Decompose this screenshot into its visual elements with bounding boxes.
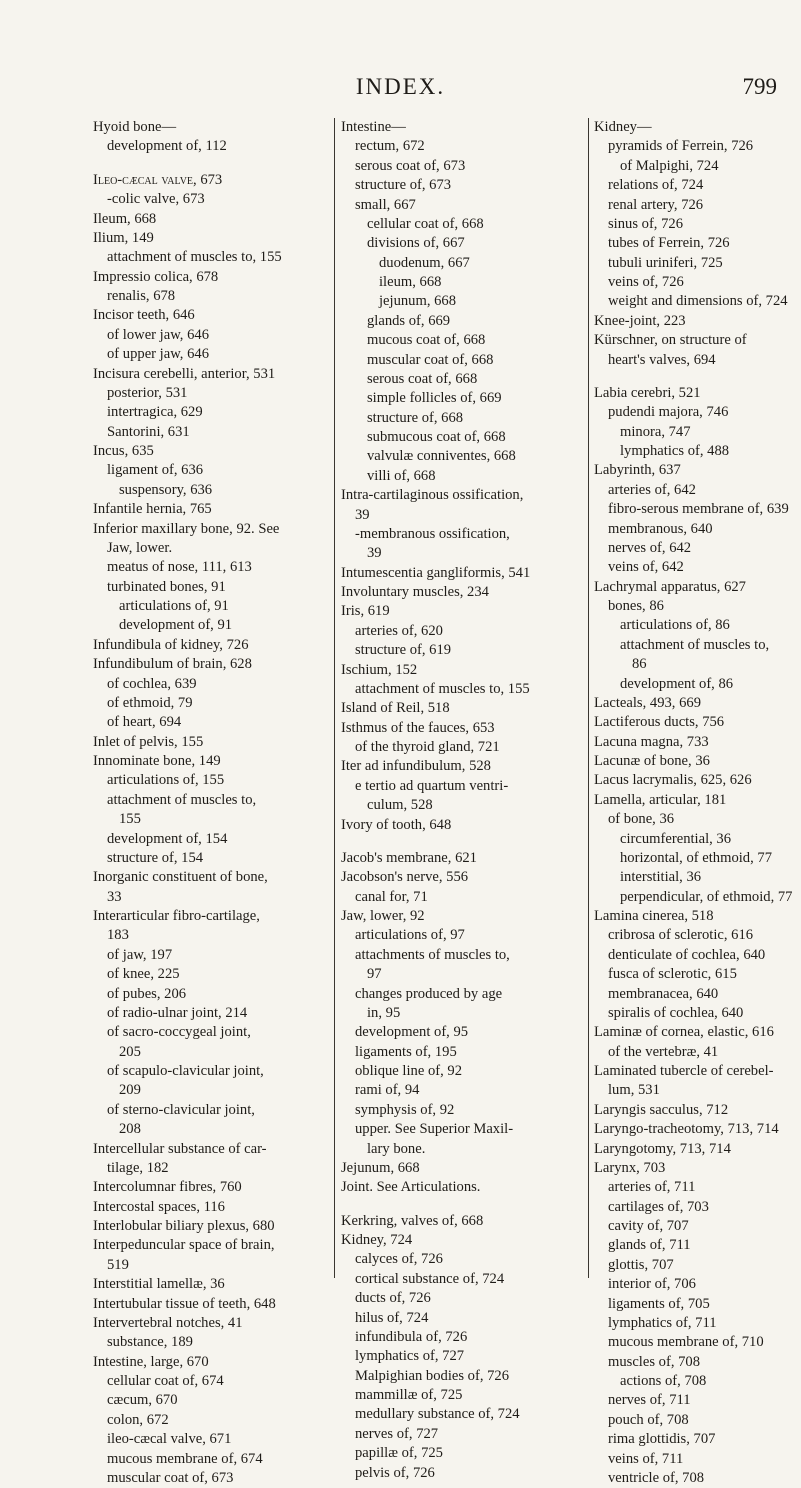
- index-subentry: of scapulo-clavicular joint,: [107, 1063, 264, 1079]
- index-subentry: pouch of, 708: [608, 1411, 689, 1428]
- index-subentry: 33: [107, 888, 122, 905]
- index-entry: Incus, 635: [93, 443, 154, 459]
- index-subentry: perpendicular, of ethmoid, 77: [620, 888, 793, 905]
- index-subentry: ligaments of, 705: [608, 1295, 710, 1312]
- index-subentry: lymphatics of, 727: [355, 1348, 465, 1365]
- index-subentry: papillæ of, 725: [355, 1445, 443, 1462]
- index-subentry: nerves of, 711: [608, 1392, 691, 1409]
- index-entry: Intumescentia gangliformis, 541: [341, 564, 531, 581]
- index-subentry: pudendi majora, 746: [608, 404, 729, 421]
- index-subentry: Santorini, 631: [107, 423, 190, 440]
- index-entry: Ivory of tooth, 648: [341, 816, 452, 833]
- index-entry: Iter ad infundibulum, 528: [341, 758, 491, 775]
- index-subentry: Malpighian bodies of, 726: [355, 1367, 510, 1384]
- index-subentry: 86: [632, 656, 647, 673]
- index-subentry: intertragica, 629: [107, 404, 203, 421]
- index-entry: Innominate bone, 149: [93, 753, 221, 769]
- index-subentry: development of, 86: [620, 675, 734, 692]
- index-entry: Jaw, lower, 92: [341, 908, 425, 924]
- index-entry: Kidney—: [594, 119, 652, 135]
- index-subentry: of the vertebræ, 41: [608, 1043, 719, 1060]
- index-subentry: horizontal, of ethmoid, 77: [620, 849, 772, 866]
- page-title: INDEX.: [355, 74, 446, 99]
- index-subentry: muscular coat of, 668: [367, 351, 494, 368]
- index-subentry: of bone, 36: [608, 811, 675, 828]
- index-entry: Laryngotomy, 713, 714: [594, 1140, 731, 1157]
- index-subentry: pelvis of, 726: [355, 1464, 435, 1481]
- index-subentry: hilus of, 724: [355, 1309, 429, 1326]
- index-entry: Kerkring, valves of, 668: [341, 1212, 484, 1229]
- index-subentry: veins of, 642: [608, 559, 684, 576]
- index-subentry: glottis, 707: [608, 1256, 674, 1273]
- index-entry: Jejunum, 668: [341, 1159, 420, 1176]
- index-entry: Intra-cartilaginous ossification,: [341, 487, 524, 504]
- index-subentry: canal for, 71: [355, 888, 428, 905]
- index-subentry: cæcum, 670: [107, 1392, 178, 1409]
- index-subentry: lum, 531: [608, 1082, 660, 1099]
- index-subentry: renalis, 678: [107, 288, 176, 304]
- index-entry: Lamella, articular, 181: [594, 791, 727, 808]
- index-subentry: of pubes, 206: [107, 985, 187, 1002]
- index-subentry: valvulæ conniventes, 668: [367, 448, 516, 465]
- index-subentry: 39: [367, 545, 382, 562]
- index-subentry: mammillæ of, 725: [355, 1387, 463, 1403]
- index-subentry: 205: [119, 1043, 141, 1060]
- index-subentry: tilage, 182: [107, 1159, 169, 1176]
- index-entry: Jacob's membrane, 621: [341, 849, 477, 866]
- page-header: [0, 74, 801, 106]
- index-subentry: glands of, 669: [367, 312, 451, 329]
- index-subentry: relations of, 724: [608, 177, 704, 194]
- index-subentry: rami of, 94: [355, 1082, 420, 1099]
- index-subentry: posterior, 531: [107, 384, 188, 401]
- index-subentry: -colic valve, 673: [107, 191, 205, 208]
- index-entry: Intercostal spaces, 116: [93, 1198, 225, 1215]
- index-entry: Lacteals, 493, 669: [594, 694, 701, 711]
- index-subentry: of cochlea, 639: [107, 675, 197, 692]
- index-subentry: fibro-serous membrane of, 639: [608, 501, 789, 518]
- index-entry: Labia cerebri, 521: [594, 384, 701, 401]
- index-subentry: of radio-ulnar joint, 214: [107, 1004, 248, 1021]
- index-subentry: muscles of, 708: [608, 1353, 701, 1370]
- index-entry: Isthmus of the fauces, 653: [341, 719, 495, 736]
- index-subentry: colon, 672: [107, 1411, 169, 1428]
- index-column-3: [594, 118, 793, 1488]
- index-entry: Intercellular substance of car-: [93, 1140, 267, 1157]
- index-entry: Ileo-cæcal valve, 673: [93, 171, 223, 188]
- index-subentry: structure of, 619: [355, 642, 452, 659]
- index-subentry: 208: [119, 1121, 141, 1138]
- index-entry: Joint. See Articulations.: [341, 1179, 481, 1196]
- index-subentry: medullary substance of, 724: [355, 1406, 520, 1423]
- index-subentry: e tertio ad quartum ventri-: [355, 777, 509, 794]
- index-entry: Knee-joint, 223: [594, 312, 686, 329]
- index-entry: Laminated tubercle of cerebel-: [594, 1063, 774, 1079]
- index-subentry: -membranous ossification,: [355, 525, 510, 542]
- index-subentry: ileum, 668: [379, 274, 442, 290]
- index-subentry: denticulate of cochlea, 640: [608, 946, 766, 963]
- index-subentry: articulations of, 91: [119, 598, 229, 614]
- index-subentry: of lower jaw, 646: [107, 326, 209, 343]
- index-entry: Incisor teeth, 646: [93, 307, 195, 324]
- index-subentry: changes produced by age: [355, 985, 503, 1002]
- index-subentry: jejunum, 668: [379, 293, 457, 310]
- index-entry: Involuntary muscles, 234: [341, 584, 489, 600]
- index-subentry: ligament of, 636: [107, 462, 204, 479]
- index-subentry: 155: [119, 811, 141, 828]
- index-subentry: 519: [107, 1256, 129, 1273]
- index-subentry: interstitial, 36: [620, 869, 702, 886]
- index-entry: Lacus lacrymalis, 625, 626: [594, 772, 752, 789]
- column-divider: [588, 118, 589, 1278]
- index-subentry: attachment of muscles to, 155: [355, 680, 530, 697]
- index-subentry: turbinated bones, 91: [107, 578, 226, 595]
- index-subentry: of heart, 694: [107, 714, 182, 731]
- index-subentry: 39: [355, 506, 370, 523]
- index-subentry: of jaw, 197: [107, 946, 173, 963]
- index-subentry: mucous membrane of, 674: [107, 1450, 263, 1467]
- index-subentry: mucous membrane of, 710: [608, 1334, 764, 1351]
- index-subentry: bones, 86: [608, 598, 664, 614]
- index-subentry: duodenum, 667: [379, 254, 470, 271]
- index-subentry: structure of, 668: [367, 409, 464, 426]
- index-subentry: minora, 747: [620, 423, 691, 440]
- index-subentry: attachment of muscles to,: [620, 636, 770, 653]
- index-subentry: 183: [107, 927, 129, 944]
- index-subentry: villi of, 668: [367, 467, 436, 484]
- index-subentry: attachment of muscles to, 155: [107, 249, 282, 266]
- index-subentry: substance, 189: [107, 1334, 193, 1351]
- index-entry: Hyoid bone—: [93, 119, 177, 135]
- index-entry: Intercolumnar fibres, 760: [93, 1179, 242, 1196]
- index-entry: Kidney, 724: [341, 1232, 413, 1248]
- index-subentry: development of, 95: [355, 1024, 469, 1041]
- index-subentry: cribrosa of sclerotic, 616: [608, 927, 754, 944]
- index-entry: Lacunæ of bone, 36: [594, 753, 710, 769]
- index-subentry: ligaments of, 195: [355, 1043, 457, 1060]
- index-subentry: of the thyroid gland, 721: [355, 739, 500, 755]
- index-subentry: development of, 91: [119, 617, 233, 634]
- index-subentry: of upper jaw, 646: [107, 346, 209, 363]
- index-entry: Ischium, 152: [341, 661, 418, 678]
- index-subentry: arteries of, 620: [355, 622, 443, 639]
- index-subentry: articulations of, 155: [107, 772, 225, 789]
- index-entry: Interstitial lamellæ, 36: [93, 1276, 225, 1293]
- index-subentry: articulations of, 97: [355, 927, 465, 944]
- index-subentry: cellular coat of, 668: [367, 215, 484, 232]
- index-entry: Intertubular tissue of teeth, 648: [93, 1295, 276, 1312]
- column-divider: [334, 118, 335, 1278]
- index-subentry: weight and dimensions of, 724: [608, 293, 788, 310]
- index-entry: Laryngo-tracheotomy, 713, 714: [594, 1121, 779, 1138]
- index-subentry: serous coat of, 668: [367, 370, 478, 387]
- index-subentry: actions of, 708: [620, 1373, 707, 1389]
- index-subentry: cartilages of, 703: [608, 1198, 709, 1215]
- index-subentry: of sterno-clavicular joint,: [107, 1101, 255, 1118]
- index-subentry: symphysis of, 92: [355, 1101, 455, 1118]
- index-entry: Iris, 619: [341, 603, 390, 620]
- index-entry: Inlet of pelvis, 155: [93, 733, 204, 750]
- index-subentry: lymphatics of, 711: [608, 1314, 717, 1331]
- index-subentry: pyramids of Ferrein, 726: [608, 138, 754, 155]
- index-subentry: membranous, 640: [608, 520, 713, 537]
- index-subentry: oblique line of, 92: [355, 1063, 463, 1079]
- index-entry: Intestine, large, 670: [93, 1353, 209, 1370]
- index-subentry: meatus of nose, 111, 613: [107, 559, 252, 576]
- index-subentry: ileo-cæcal valve, 671: [107, 1431, 232, 1448]
- index-entry: Inferior maxillary bone, 92. See: [93, 520, 280, 537]
- index-subentry: attachment of muscles to,: [107, 791, 257, 808]
- index-subentry: cellular coat of, 674: [107, 1373, 224, 1389]
- index-column-1: [93, 118, 333, 1488]
- index-subentry: interior of, 706: [608, 1276, 696, 1293]
- index-subentry: membranacea, 640: [608, 985, 719, 1002]
- index-subentry: articulations of, 86: [620, 617, 730, 634]
- index-entry: Impressio colica, 678: [93, 268, 219, 285]
- index-subentry: tubes of Ferrein, 726: [608, 235, 730, 252]
- index-subentry: arteries of, 711: [608, 1179, 696, 1196]
- index-subentry: structure of, 673: [355, 177, 452, 194]
- index-entry: Interarticular fibro-cartilage,: [93, 908, 260, 924]
- index-entry: Inorganic constituent of bone,: [93, 869, 268, 886]
- index-subentry: rima glottidis, 707: [608, 1431, 716, 1448]
- index-subentry: 97: [367, 966, 382, 983]
- index-subentry: development of, 112: [107, 138, 227, 155]
- index-entry: Lamina cinerea, 518: [594, 908, 714, 924]
- index-subentry: suspensory, 636: [119, 481, 213, 498]
- index-subentry: lary bone.: [367, 1140, 426, 1157]
- index-subentry: simple follicles of, 669: [367, 390, 502, 407]
- index-subentry: submucous coat of, 668: [367, 429, 506, 445]
- index-entry: Infundibulum of brain, 628: [93, 656, 252, 673]
- index-entry: Intervertebral notches, 41: [93, 1314, 243, 1331]
- index-subentry: nerves of, 642: [608, 539, 692, 556]
- index-subentry: muscular coat of, 673: [107, 1469, 234, 1486]
- index-subentry: calyces of, 726: [355, 1251, 443, 1268]
- index-subentry: ducts of, 726: [355, 1290, 431, 1307]
- index-entry: Larynx, 703: [594, 1159, 666, 1176]
- index-entry: Lachrymal apparatus, 627: [594, 578, 746, 595]
- index-subentry: of ethmoid, 79: [107, 694, 193, 711]
- index-subentry: 209: [119, 1082, 141, 1099]
- index-subentry: small, 667: [355, 196, 416, 213]
- index-subentry: mucous coat of, 668: [367, 332, 486, 349]
- index-subentry: glands of, 711: [608, 1237, 691, 1254]
- index-subentry: infundibula of, 726: [355, 1328, 468, 1345]
- index-subentry: Jaw, lower.: [107, 539, 173, 556]
- index-entry: Kürschner, on structure of: [594, 332, 747, 349]
- index-entry: Intestine—: [341, 119, 406, 135]
- index-subentry: upper. See Superior Maxil-: [355, 1121, 514, 1138]
- index-entry: Infundibula of kidney, 726: [93, 636, 249, 653]
- index-subentry: of sacro-coccygeal joint,: [107, 1024, 251, 1041]
- index-subentry: rectum, 672: [355, 138, 425, 155]
- index-subentry: sinus of, 726: [608, 215, 683, 232]
- index-subentry: attachments of muscles to,: [355, 946, 510, 963]
- index-subentry: fusca of sclerotic, 615: [608, 966, 737, 983]
- index-entry: Island of Reil, 518: [341, 700, 450, 717]
- index-subentry: of knee, 225: [107, 966, 180, 983]
- index-subentry: culum, 528: [367, 797, 433, 814]
- index-entry: Lactiferous ducts, 756: [594, 714, 725, 731]
- index-subentry: veins of, 726: [608, 274, 684, 290]
- index-subentry: circumferential, 36: [620, 830, 732, 847]
- index-entry: Labyrinth, 637: [594, 462, 681, 479]
- index-entry: Jacobson's nerve, 556: [341, 869, 469, 886]
- index-subentry: nerves of, 727: [355, 1425, 439, 1442]
- index-entry: Ilium, 149: [93, 229, 154, 246]
- index-subentry: cavity of, 707: [608, 1218, 689, 1234]
- index-subentry: heart's valves, 694: [608, 351, 716, 368]
- index-entry: Ileum, 668: [93, 210, 157, 227]
- index-entry: Interpeduncular space of brain,: [93, 1237, 275, 1254]
- index-subentry: in, 95: [367, 1004, 401, 1021]
- index-subentry: structure of, 154: [107, 849, 204, 866]
- index-subentry: ventricle of, 708: [608, 1469, 705, 1486]
- index-entry: Laryngis sacculus, 712: [594, 1101, 729, 1118]
- index-entry: Laminæ of cornea, elastic, 616: [594, 1024, 774, 1041]
- index-subentry: veins of, 711: [608, 1450, 684, 1467]
- index-entry: Infantile hernia, 765: [93, 501, 212, 518]
- index-subentry: development of, 154: [107, 830, 228, 847]
- index-entry: Incisura cerebelli, anterior, 531: [93, 365, 276, 382]
- index-entry: Lacuna magna, 733: [594, 733, 709, 750]
- index-subentry: divisions of, 667: [367, 235, 465, 252]
- page-number: 799: [742, 74, 777, 99]
- index-subentry: serous coat of, 673: [355, 157, 466, 174]
- index-subentry: spiralis of cochlea, 640: [608, 1004, 744, 1021]
- index-subentry: of Malpighi, 724: [620, 157, 719, 174]
- index-subentry: lymphatics of, 488: [620, 443, 730, 459]
- index-subentry: arteries of, 642: [608, 481, 696, 498]
- index-column-2: [341, 118, 587, 1483]
- index-entry: Interlobular biliary plexus, 680: [93, 1218, 275, 1234]
- index-subentry: cortical substance of, 724: [355, 1270, 505, 1287]
- index-subentry: tubuli uriniferi, 725: [608, 254, 723, 271]
- index-subentry: renal artery, 726: [608, 196, 704, 213]
